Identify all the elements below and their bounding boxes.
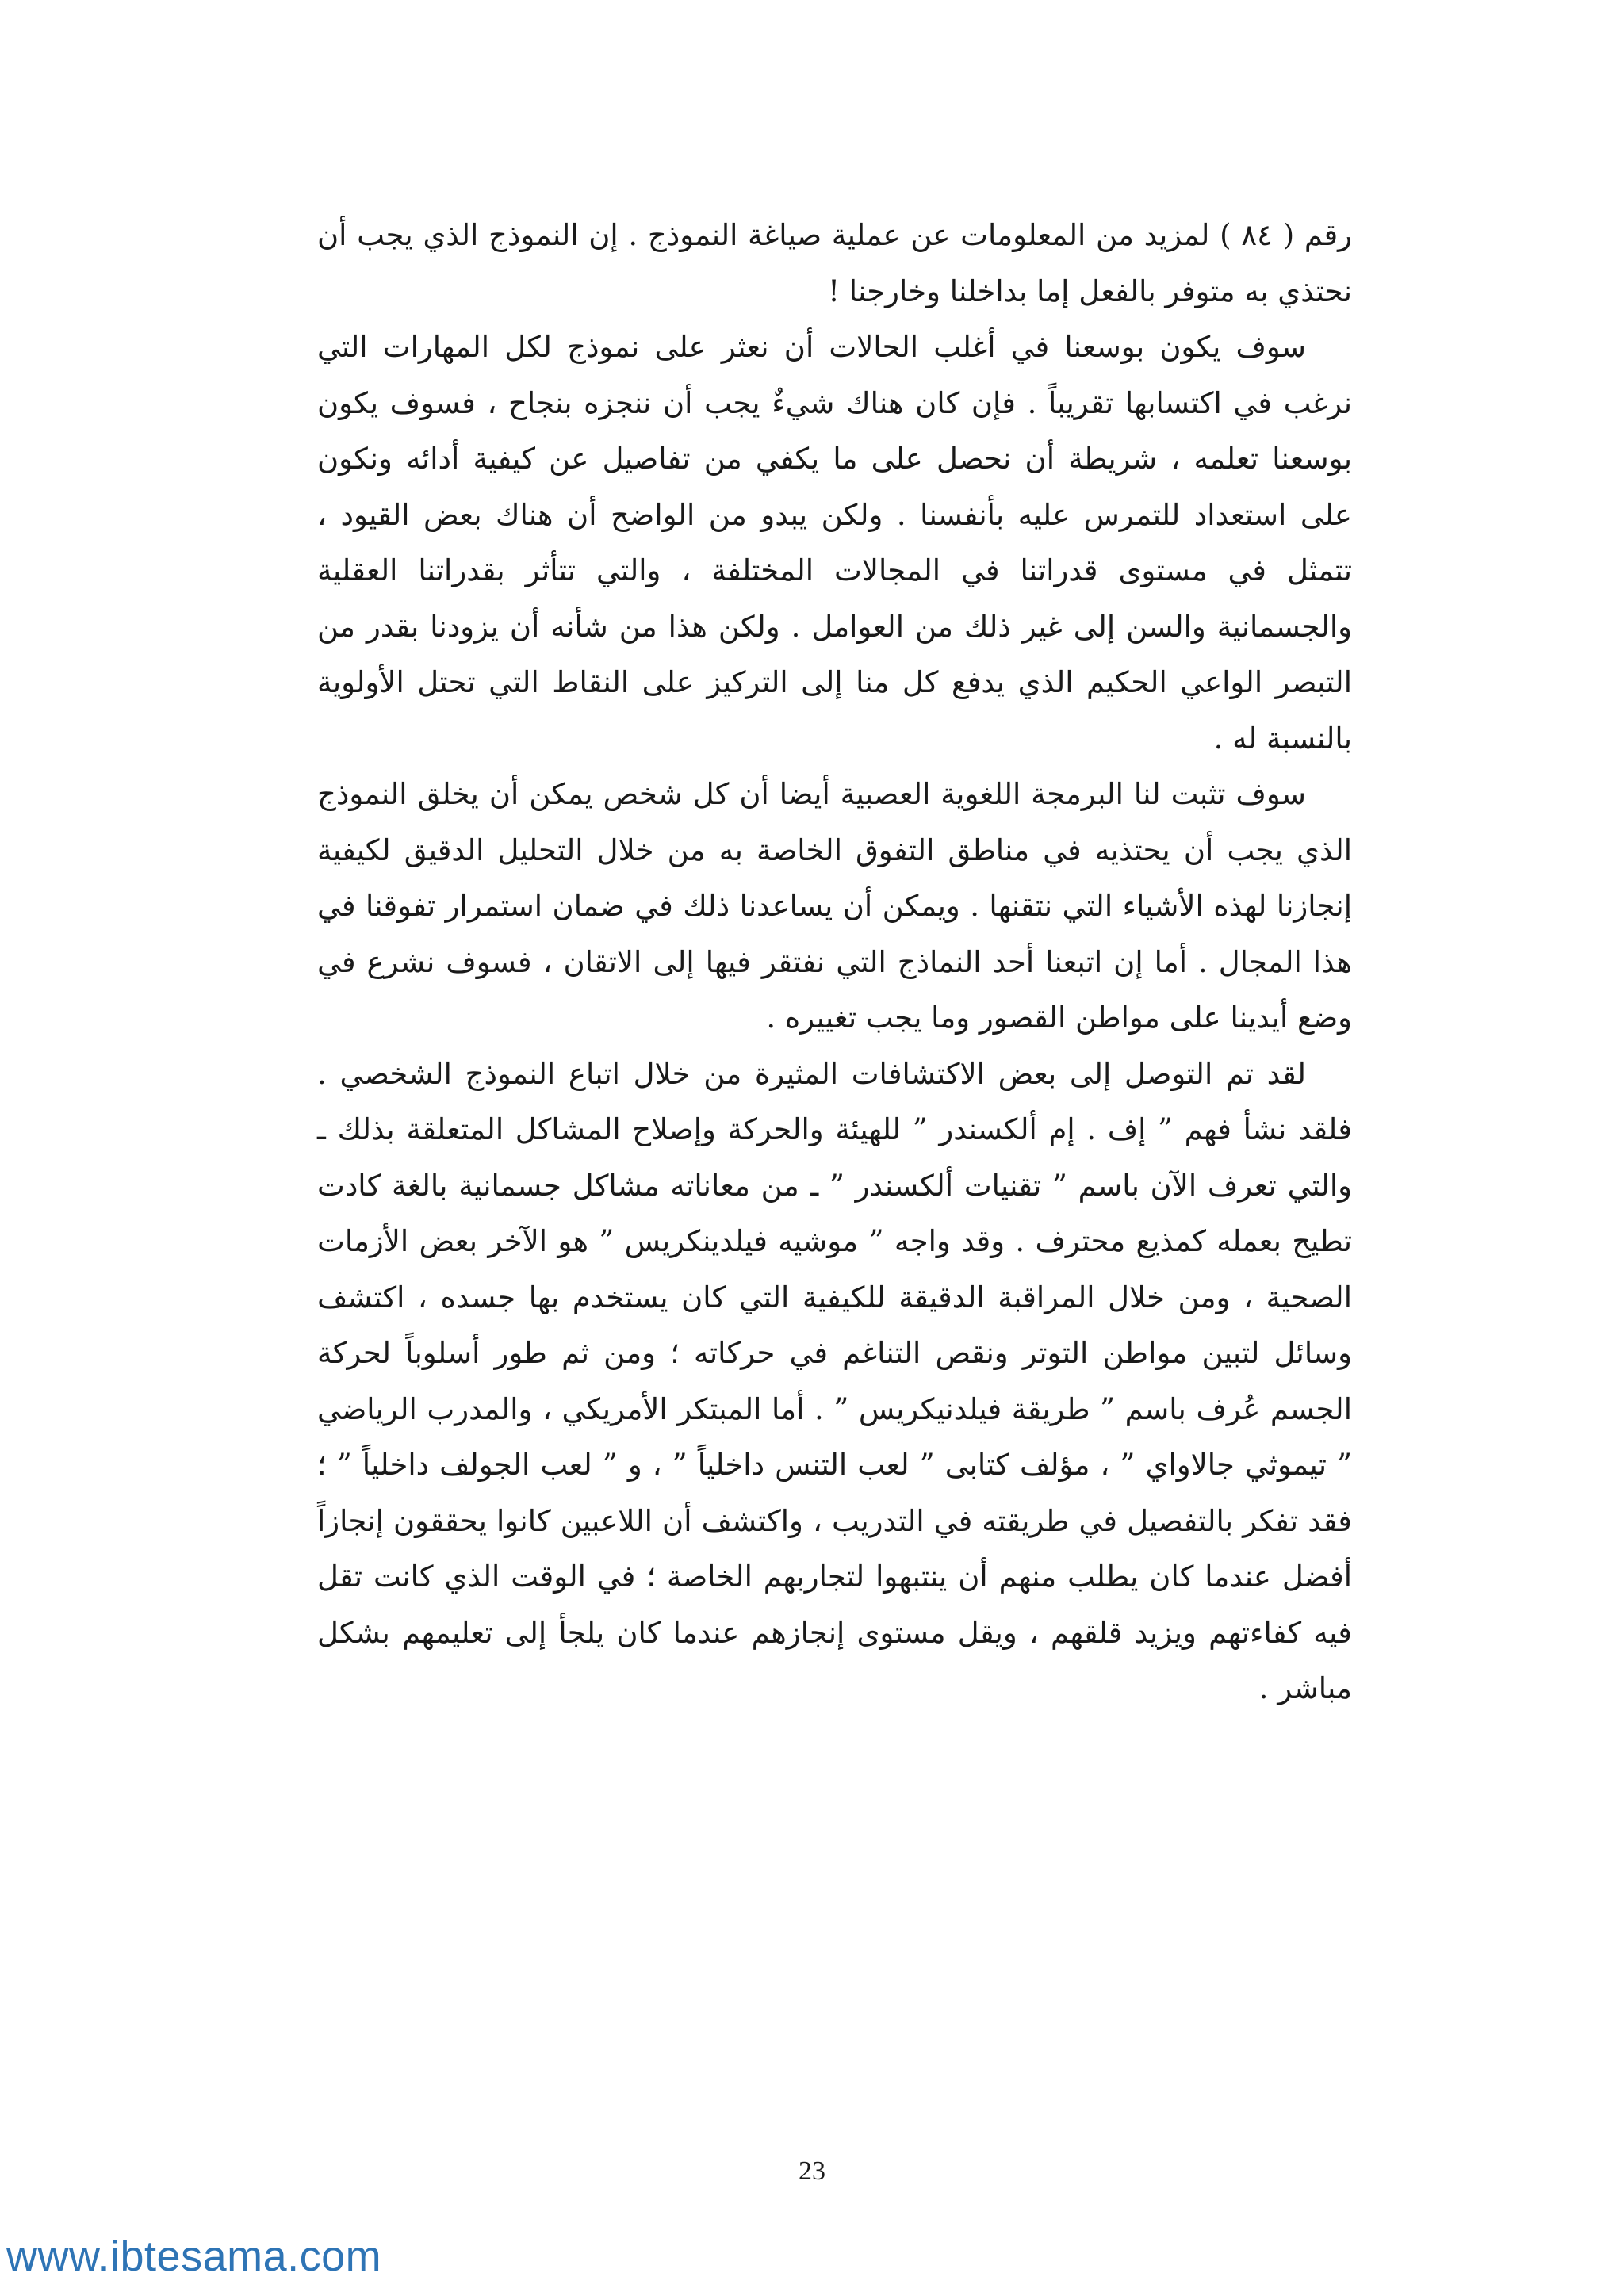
paragraph: لقد تم التوصل إلى بعض الاكتشافات المثيرة من خلال اتباع النموذج الشخصي . فلقد نشأ فهم ” إف . إم ألكسندر ” للهيئة والحركة وإصلاح المشاكل المتعلقة بذلك ـ والتي تعرف الآن باسم ” تقنيات ألكسندر ” ـ من معاناته مشاكل جسمانية بالغة كادت تطيح بعمله كمذيع محترف . وقد واجه ” موشيه فيلدينكريس ” هو الآخر بعض الأزمات الصحية ، ومن خلال المراقبة الدقيقة للكيفية التي كان يستخدم بها جسده ، اكتشف وسائل لتبين مواطن التوتر ونقص التناغم في حركاته ؛ ومن ثم طور أسلوباً لحركة الجسم عُرف باسم ” طريقة فيلدنيكريس ” . أما المبتكر الأمريكي ، والمدرب الرياضي ” تيموثي جالاواي ” ، مؤلف كتابى ” لعب التنس داخلياً ” ، و ” لعب الجولف داخلياً ” ؛ فقد تفكر بالتفصيل في طريقته في التدريب ، واكتشف أن اللاعبين كانوا يحققون إنجازاً أفضل عندما كان يطلب منهم أن ينتبهوا لتجاربهم الخاصة ؛ في الوقت الذي كانت تقل فيه كفاءتهم ويزيد قلقهم ، ويقل مستوى إنجازهم عندما كان يلجأ إلى تعليمهم بشكل مباشر . xyxy=(317,1056,1352,1705)
paragraph-continuation: رقم ( ٨٤ ) لمزيد من المعلومات عن عملية صياغة النموذج . إن النموذج الذي يجب أن نحتذي به متوفر بالفعل إما بداخلنا وخارجنا ! xyxy=(317,218,1352,308)
body-text xyxy=(317,208,1352,1717)
paragraph: سوف يكون بوسعنا في أغلب الحالات أن نعثر على نموذج لكل المهارات التي نرغب في اكتسابها تقريباً . فإن كان هناك شيءٌ يجب أن ننجزه بنجاح ، فسوف يكون بوسعنا تعلمه ، شريطة أن نحصل على ما يكفي من تفاصيل عن كيفية أدائه ونكون على استعداد للتمرس عليه بأنفسنا . ولكن يبدو من الواضح أن هناك بعض القيود ، تتمثل في مستوى قدراتنا في المجالات المختلفة ، والتي تتأثر بقدراتنا العقلية والجسمانية والسن إلى غير ذلك من العوامل . ولكن هذا من شأنه أن يزودنا بقدر من التبصر الواعي الحكيم الذي يدفع كل منا إلى التركيز على النقاط التي تحتل الأولوية بالنسبة له . xyxy=(317,330,1352,756)
page-number: 23 xyxy=(799,2156,825,2186)
watermark-url: www.ibtesama.com xyxy=(6,2233,382,2280)
paragraph: سوف تثبت لنا البرمجة اللغوية العصبية أيضا أن كل شخص يمكن أن يخلق النموذج الذي يجب أن يحتذيه في مناطق التفوق الخاصة به من خلال التحليل الدقيق لكيفية إنجازنا لهذه الأشياء التي نتقنها . ويمكن أن يساعدنا ذلك في ضمان استمرار تفوقنا في هذا المجال . أما إن اتبعنا أحد النماذج التي نفتقر فيها إلى الاتقان ، فسوف نشرع في وضع أيدينا على مواطن القصور وما يجب تغييره . xyxy=(317,777,1352,1035)
